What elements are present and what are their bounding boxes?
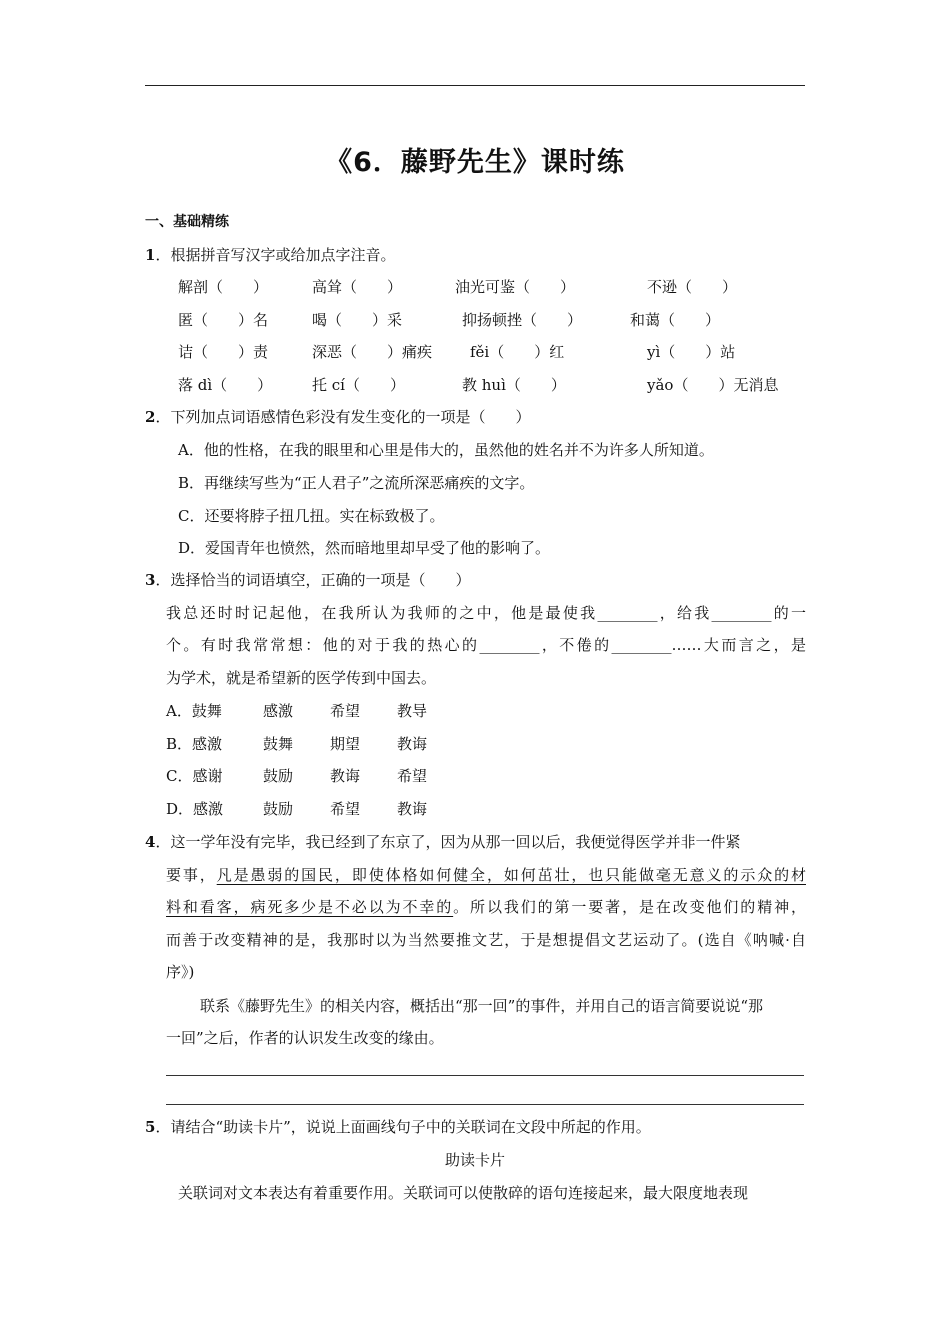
question-3-stem [145,570,470,590]
question-number: 5 [145,1118,156,1136]
q1-item-text: 抑扬顿挫（ ） [462,311,583,329]
option-word: 鼓励 [263,800,294,818]
option-word: 教诲 [397,800,428,818]
q1-item-text: yǎo（ ）无消息 [647,376,779,394]
q1-item [647,277,737,297]
question-text: ．这一学年没有完毕，我已经到了东京了，因为从那一回以后，我便觉得医学并非一件紧 [155,833,741,851]
q1-item-text: 深恶（ ）痛疾 [312,343,433,361]
q4-passage-line [166,859,806,892]
q1-item-text: 不逊（ ） [647,278,738,296]
option-word: 鼓舞 [263,735,294,753]
underlined-sentence: 凡是愚弱的国民，即使体格如何健全，如何茁壮，也只能做毫无意义的示众的材 [216,866,806,884]
q1-item-text: 诘（ ）责 [178,343,269,361]
reading-card-title: 助读卡片 [444,1151,505,1169]
option-c: C．还要将脖子扭几扭。实在标致极了。 [178,507,445,525]
q1-item [178,310,268,330]
option-word: D．感激 [166,800,224,818]
q1-item-text: 高耸（ ） [312,278,403,296]
option-word: 鼓励 [263,767,294,785]
option-a: A．他的性格，在我的眼里和心里是伟大的，虽然他的姓名并不为许多人所知道。 [178,441,714,459]
option-b: B．再继续写些为“正人君子”之流所深恶痛疾的文字。 [178,474,535,492]
underlined-sentence: 料和看客，病死多少是不必以为不幸的 [166,898,454,916]
q1-item [455,277,575,297]
q4-passage-line: 序》) [166,963,195,981]
answer-line[interactable] [166,1075,804,1076]
page-title: 《6．藤野先生》课时练 [325,147,625,178]
q4-task-line: 一回”之后，作者的认识发生改变的缘由。 [166,1029,444,1047]
reading-card-text: 关联词对文本表达有着重要作用。关联词可以使散碎的语句连接起来，最大限度地表现 [178,1184,749,1202]
question-5-stem [145,1117,651,1137]
header-rule [145,85,805,86]
q1-item [462,310,582,330]
option-word: 教诲 [397,735,428,753]
q1-item [178,277,268,297]
option-word: 希望 [330,702,361,720]
passage-text: 。所以我们的第一要著，是在改变他们的精神， [453,898,806,916]
q3-option-c [166,766,428,786]
q3-passage-line: 个。有时我常常想：他的对于我的热心的________，不倦的________……大而言之，是 [166,636,806,654]
question-number: 3 [145,571,156,589]
q1-item [312,310,402,330]
q1-item [178,375,272,395]
q3-option-d [166,799,428,819]
q3-passage-line: 我总还时时记起他，在我所认为我师的之中，他是最使我________，给我________的一 [166,604,806,622]
q1-item-text: 教 huì（ ） [462,376,566,394]
q1-item-text: fěi（ ）红 [470,343,565,361]
q1-item-text: 匿（ ）名 [178,311,269,329]
passage-text: 要事， [166,866,217,884]
q1-item-text: yì（ ）站 [647,343,736,361]
q1-item-text: 落 dì（ ） [178,376,273,394]
option-d: D．爱国青年也愤然，然而暗地里却早受了他的影响了。 [178,539,551,557]
q1-item [312,342,432,362]
q1-item [312,277,402,297]
option-word: 教导 [397,702,428,720]
answer-line[interactable] [166,1104,804,1105]
option-word: 期望 [330,735,361,753]
q1-item [312,375,405,395]
q1-item [470,342,564,362]
option-word: 教诲 [330,767,361,785]
question-text: ．选择恰当的词语填空，正确的一项是（ ） [155,571,471,589]
q1-item [630,310,720,330]
q1-item-text: 油光可鉴（ ） [455,278,576,296]
q4-task-line: 联系《藤野先生》的相关内容，概括出“那一回”的事件，并用自己的语言简要说说“那 [200,997,764,1015]
option-word: A．鼓舞 [166,702,222,720]
question-text: ．请结合“助读卡片”，说说上面画线句子中的关联词在文段中所起的作用。 [155,1118,651,1136]
question-4-stem [145,832,740,852]
section-heading: 一、基础精练 [145,214,229,230]
q1-item [647,375,778,395]
q1-item [647,342,735,362]
question-number: 4 [145,833,156,851]
q1-item-text: 托 cí（ ） [312,376,405,394]
option-word: C．感谢 [166,767,223,785]
q1-item-text: 解剖（ ） [178,278,269,296]
question-1-stem [145,245,395,265]
option-word: 希望 [330,800,361,818]
question-number: 2 [145,408,156,426]
q3-option-b [166,734,428,754]
option-word: 感激 [263,702,294,720]
q1-item [178,342,268,362]
q1-item-text: 喝（ ）采 [312,311,403,329]
q3-option-a [166,701,428,721]
q3-passage-line: 为学术，就是希望新的医学传到中国去。 [166,669,437,687]
q4-passage-line [166,891,806,924]
question-2-stem [145,407,530,427]
question-text: ．下列加点词语感情色彩没有发生变化的一项是（ ） [155,408,531,426]
question-text: ．根据拼音写汉字或给加点字注音。 [155,246,396,264]
option-word: B．感激 [166,735,223,753]
q1-item-text: 和蔼（ ） [630,311,721,329]
option-word: 希望 [397,767,428,785]
question-number: 1 [145,246,156,264]
q1-item [462,375,566,395]
q4-passage-line: 而善于改变精神的是，我那时以为当然要推文艺，于是想提倡文艺运动了。(选自《呐喊·自 [166,931,806,949]
